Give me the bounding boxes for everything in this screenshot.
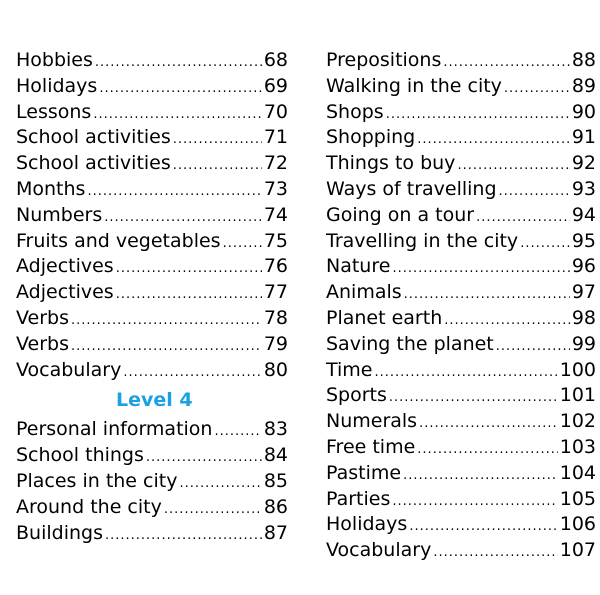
- toc-entry: [16, 48, 288, 74]
- toc-entry: [326, 487, 596, 513]
- toc-entry: [326, 151, 596, 177]
- dot-leader: [375, 366, 558, 379]
- toc-entry-page: 97: [571, 281, 596, 304]
- toc-entry: [16, 332, 288, 358]
- toc-entry-title: Numerals: [326, 410, 418, 433]
- dot-leader: [164, 503, 262, 516]
- toc-entry-page: 75: [263, 229, 288, 252]
- toc-entry: [16, 151, 288, 177]
- toc-level-4-entries: [16, 417, 288, 546]
- toc-entry-page: 94: [571, 203, 596, 226]
- toc-entry-title: Things to buy: [326, 152, 456, 175]
- toc-entry-page: 68: [263, 49, 288, 71]
- dot-leader: [146, 451, 262, 464]
- toc-entry-title: Places in the city: [16, 469, 178, 492]
- toc-entry-page: 89: [571, 74, 596, 97]
- toc-entry-page: 70: [263, 100, 288, 123]
- dot-leader: [87, 185, 261, 198]
- toc-entry: [16, 203, 288, 229]
- toc-entry: [326, 512, 596, 538]
- dot-leader: [499, 185, 570, 198]
- toc-entry-page: 92: [571, 152, 596, 175]
- toc-entry-page: 85: [263, 469, 288, 492]
- toc-entry-title: Pastime: [326, 461, 402, 484]
- toc-entry: [326, 409, 596, 435]
- toc-entry-page: 78: [263, 306, 288, 329]
- toc-entry-page: 100: [559, 358, 596, 381]
- toc-entry: [326, 254, 596, 280]
- toc-entry-page: 83: [263, 418, 288, 441]
- toc-entry: [326, 48, 596, 74]
- dot-leader: [496, 340, 570, 353]
- toc-entry-title: Going on a tour: [326, 203, 475, 226]
- toc-entry: [326, 332, 596, 358]
- toc-entry-page: 105: [559, 487, 596, 510]
- dot-leader: [173, 159, 262, 172]
- toc-entry: [326, 461, 596, 487]
- toc-entry: [326, 435, 596, 461]
- dot-leader: [105, 529, 262, 542]
- dot-leader: [476, 211, 570, 224]
- toc-entry-page: 87: [263, 521, 288, 544]
- toc-entry-page: 69: [263, 74, 288, 97]
- toc-entry: [16, 254, 288, 280]
- toc-right-entries: [326, 48, 596, 564]
- toc-entry-page: 91: [571, 126, 596, 149]
- toc-entry-title: School activities: [16, 152, 171, 175]
- dot-leader: [417, 443, 557, 456]
- toc-entry: [326, 280, 596, 306]
- toc-entry: [326, 229, 596, 255]
- dot-leader: [444, 314, 570, 327]
- toc-entry: [16, 443, 288, 469]
- toc-entry-title: Travelling in the city: [326, 229, 519, 252]
- toc-entry: [326, 383, 596, 409]
- toc-entry: [326, 538, 596, 564]
- toc-entry-page: 106: [559, 513, 596, 536]
- toc-entry: [326, 203, 596, 229]
- toc-entry: [326, 177, 596, 203]
- toc-entry-title: Around the city: [16, 495, 162, 518]
- toc-entry: [16, 100, 288, 126]
- toc-entry: [16, 495, 288, 521]
- toc-entry-title: Buildings: [16, 521, 103, 544]
- toc-entry: [326, 74, 596, 100]
- toc-entry-page: 103: [559, 435, 596, 458]
- toc-entry-title: Adjectives: [16, 255, 114, 278]
- toc-entry: [16, 306, 288, 332]
- dot-leader: [93, 108, 262, 121]
- toc-entry-title: Verbs: [16, 332, 69, 355]
- toc-entry-title: Fruits and vegetables: [16, 229, 221, 252]
- toc-entry-page: 72: [263, 152, 288, 175]
- toc-entry-page: 104: [559, 461, 596, 484]
- toc-entry-title: Holidays: [16, 74, 98, 97]
- dot-leader: [71, 314, 262, 327]
- dot-leader: [392, 495, 557, 508]
- toc-entry-title: Nature: [326, 255, 391, 278]
- dot-leader: [504, 82, 570, 95]
- dot-leader: [116, 288, 262, 301]
- toc-entry-page: 90: [571, 100, 596, 123]
- toc-entry-title: Holidays: [326, 513, 408, 536]
- toc-entry-page: 102: [559, 410, 596, 433]
- toc-entry-page: 74: [263, 203, 288, 226]
- toc-entry-page: 96: [571, 255, 596, 278]
- toc-entry-title: Shops: [326, 100, 384, 123]
- toc-entry-title: Planet earth: [326, 306, 443, 329]
- dot-leader: [417, 133, 570, 146]
- dot-leader: [457, 159, 569, 172]
- toc-entry-title: Numbers: [16, 203, 103, 226]
- toc-entry-title: Animals: [326, 281, 402, 304]
- toc-entry: [16, 74, 288, 100]
- dot-leader: [392, 262, 569, 275]
- toc-entry: [16, 229, 288, 255]
- toc-entry-page: 80: [263, 358, 288, 381]
- toc-entry-title: School activities: [16, 126, 171, 149]
- dot-leader: [116, 262, 262, 275]
- toc-entry-title: Adjectives: [16, 281, 114, 304]
- toc-entry-page: 95: [571, 229, 596, 252]
- dot-leader: [403, 469, 558, 482]
- toc-entry-page: 107: [559, 539, 596, 562]
- toc-left-entries: [16, 48, 288, 383]
- dot-leader: [443, 56, 569, 69]
- toc-entry: [16, 358, 288, 384]
- toc-entry: [16, 417, 288, 443]
- toc-entry-title: Free time: [326, 435, 416, 458]
- toc-entry: [16, 521, 288, 547]
- toc-entry: [16, 125, 288, 151]
- dot-leader: [99, 82, 261, 95]
- dot-leader: [179, 477, 261, 490]
- dot-leader: [389, 391, 558, 404]
- toc-entry-page: 88: [571, 49, 596, 71]
- toc-entry-title: Hobbies: [16, 49, 93, 71]
- toc-entry-title: Prepositions: [326, 49, 442, 71]
- toc-entry-page: 98: [571, 306, 596, 329]
- dot-leader: [95, 56, 262, 69]
- dot-leader: [123, 366, 261, 379]
- toc-entry: [326, 358, 596, 384]
- toc-entry: [16, 177, 288, 203]
- toc-entry-title: Personal information: [16, 418, 213, 441]
- toc-entry-page: 86: [263, 495, 288, 518]
- toc-entry-title: Saving the planet: [326, 332, 494, 355]
- toc-entry-title: Lessons: [16, 100, 92, 123]
- toc-entry-page: 84: [263, 444, 288, 467]
- toc-entry-page: 73: [263, 177, 288, 200]
- level-heading: Level 4: [116, 389, 193, 412]
- toc-entry-title: Parties: [326, 487, 391, 510]
- dot-leader: [223, 237, 262, 250]
- toc-entry-title: Walking in the city: [326, 74, 502, 97]
- toc-entry-page: 93: [571, 177, 596, 200]
- toc-entry-title: Verbs: [16, 306, 69, 329]
- toc-entry-page: 101: [559, 384, 596, 407]
- dot-leader: [386, 108, 570, 121]
- dot-leader: [71, 340, 262, 353]
- toc-entry: [326, 125, 596, 151]
- toc-entry-title: Vocabulary: [16, 358, 122, 381]
- dot-leader: [520, 237, 570, 250]
- toc-entry: [16, 469, 288, 495]
- toc-entry-title: Months: [16, 177, 86, 200]
- toc-left-column: [16, 48, 288, 546]
- toc-entry: [326, 306, 596, 332]
- toc-entry-title: Sports: [326, 384, 387, 407]
- toc-entry: [326, 100, 596, 126]
- toc-entry-page: 79: [263, 332, 288, 355]
- toc-entry-page: 77: [263, 281, 288, 304]
- dot-leader: [419, 417, 558, 430]
- toc-entry-title: School things: [16, 444, 144, 467]
- toc-entry-page: 99: [571, 332, 596, 355]
- dot-leader: [409, 520, 557, 533]
- dot-leader: [173, 133, 262, 146]
- toc-entry-title: Vocabulary: [326, 539, 432, 562]
- toc-entry-title: Ways of travelling: [326, 177, 497, 200]
- dot-leader: [433, 546, 557, 559]
- toc-entry-title: Shopping: [326, 126, 416, 149]
- toc-right-column: [326, 48, 596, 564]
- toc-entry-page: 76: [263, 255, 288, 278]
- toc-entry-page: 71: [263, 126, 288, 149]
- toc-entry: [16, 280, 288, 306]
- dot-leader: [104, 211, 262, 224]
- dot-leader: [404, 288, 570, 301]
- dot-leader: [214, 425, 261, 438]
- toc-entry-title: Time: [326, 358, 373, 381]
